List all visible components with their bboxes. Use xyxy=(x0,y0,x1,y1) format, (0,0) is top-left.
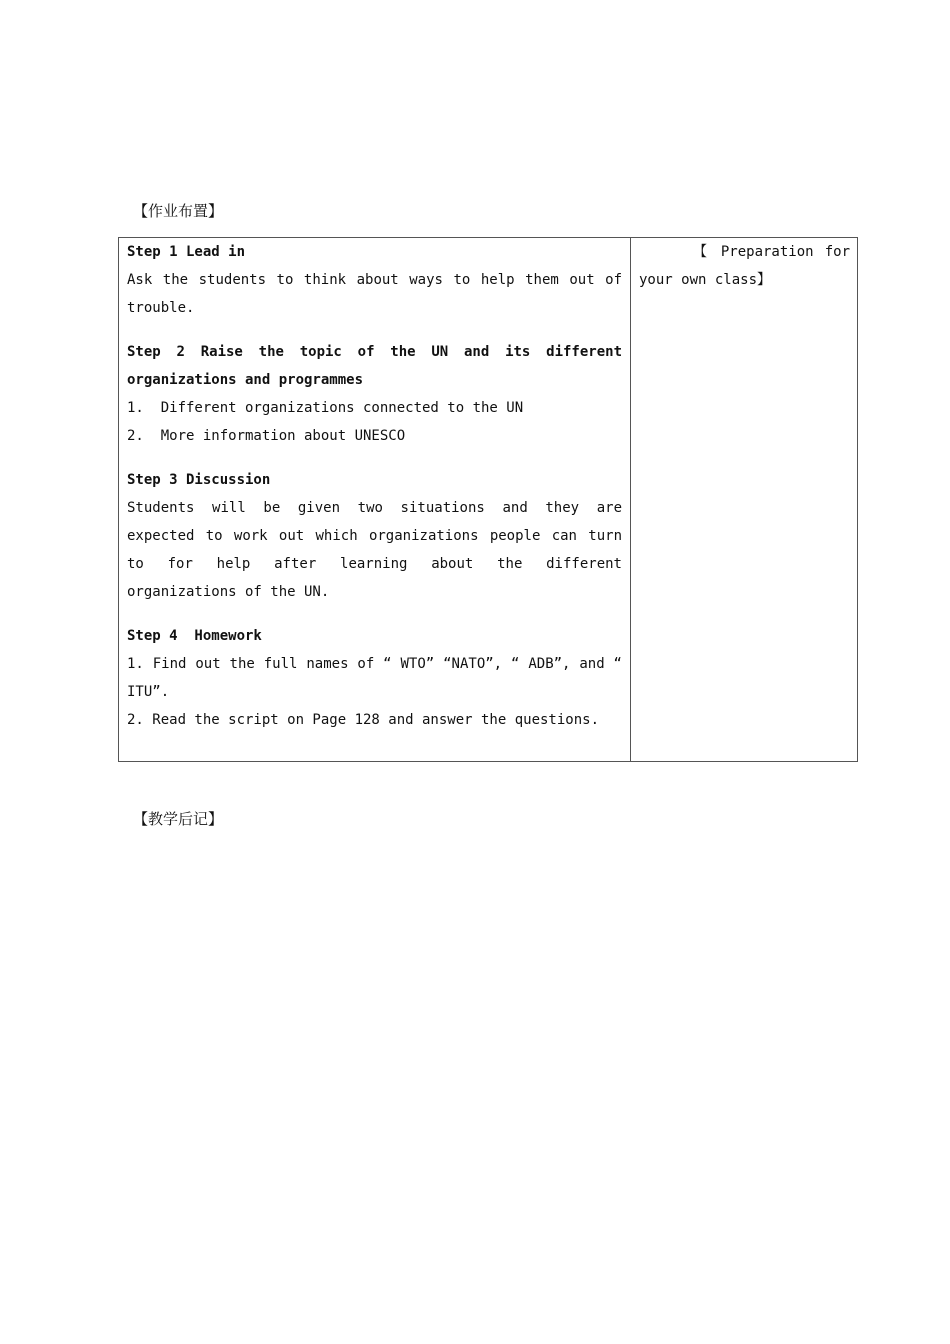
step3-title: Step 3 Discussion xyxy=(127,472,271,488)
step4-item-2: 2. Read the script on Page 128 and answer the questions. xyxy=(127,712,600,728)
step1-title: Step 1 Lead in xyxy=(127,244,246,260)
step2-item-2: 2. More information about UNESCO xyxy=(127,428,406,444)
table-divider xyxy=(630,238,631,761)
step2-item-1: 1. Different organizations connected to the UN xyxy=(127,400,524,416)
step3-body: Students will be given two situations and they are expected to work out which organizations people can turn to for help after learning about the different organizations of the UN. xyxy=(127,500,622,600)
step4-item-1: 1. Find out the full names of “ WTO” “NATO”, “ ADB”, and “ ITU”. xyxy=(127,656,622,700)
lesson-table xyxy=(118,237,858,762)
preparation-line-2: your own class】 xyxy=(639,272,772,288)
preparation-cell xyxy=(639,238,850,294)
step2-title: Step 2 Raise the topic of the UN and its different organizations and programmes xyxy=(127,344,622,388)
step4-title: Step 4 Homework xyxy=(127,628,262,644)
reflection-heading: 【教学后记】 xyxy=(133,810,224,828)
homework-heading: 【作业布置】 xyxy=(133,202,224,220)
steps-cell xyxy=(127,238,622,734)
preparation-line-1: 【 Preparation for xyxy=(693,244,850,260)
step1-body: Ask the students to think about ways to help them out of trouble. xyxy=(127,272,622,316)
